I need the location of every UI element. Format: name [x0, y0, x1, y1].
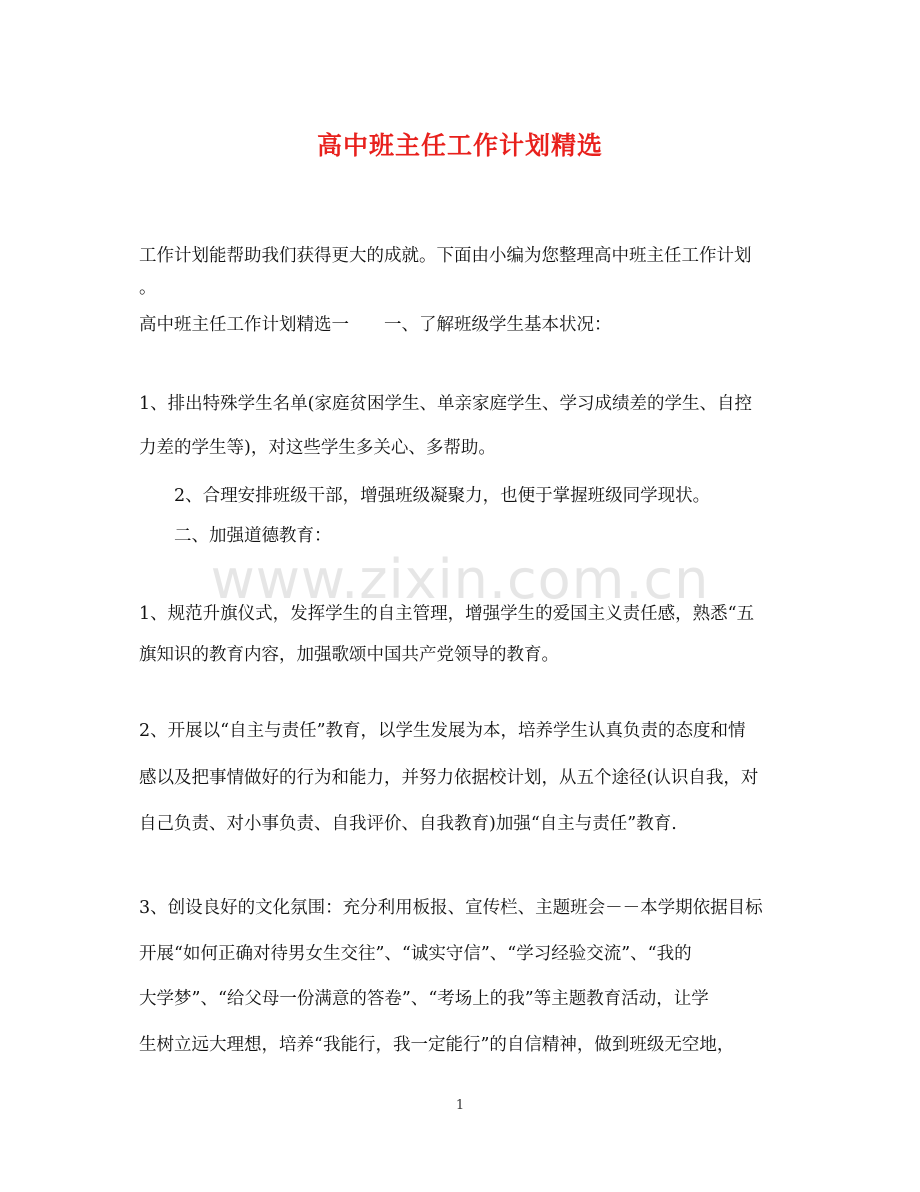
- watermark: www.zixin.com.cn: [210, 548, 710, 611]
- paragraph-line: 大学梦”、“给父母一份满意的答卷”、“考场上的我”等主题教育活动，让学: [139, 989, 709, 1009]
- paragraph-line: 生树立远大理想，培养“我能行，我一定能行”的自信精神，做到班级无空地，: [139, 1035, 735, 1055]
- paragraph-line: 旗知识的教育内容，加强歌颂中国共产党领导的教育。: [139, 645, 559, 665]
- page-title: 高中班主任工作计划精选: [316, 131, 603, 160]
- paragraph-line: 2、合理安排班级干部，增强班级凝聚力，也便于掌握班级同学现状。: [174, 486, 711, 506]
- paragraph-line: 开展“如何正确对待男女生交往”、“诚实守信”、“学习经验交流”、“我的: [139, 944, 692, 964]
- intro-line-end: 。: [139, 278, 157, 298]
- page-number: 1: [455, 1098, 465, 1113]
- section-heading: 二、加强道德教育：: [174, 526, 332, 546]
- section-heading: 高中班主任工作计划精选一 一、了解班级学生基本状况：: [139, 315, 612, 335]
- paragraph-line: 自己负责、对小事负责、自我评价、自我教育)加强“自主与责任”教育.: [139, 814, 677, 834]
- paragraph-line: 1、排出特殊学生名单(家庭贫困学生、单亲家庭学生、学习成绩差的学生、自控: [139, 394, 752, 414]
- paragraph-line: 2、开展以“自主与责任”教育，以学生发展为本，培养学生认真负责的态度和情: [139, 721, 746, 741]
- paragraph-line: 力差的学生等)，对这些学生多关心、多帮助。: [139, 438, 496, 458]
- paragraph-line: 感以及把事情做好的行为和能力，并努力依据校计划，从五个途径(认识自我，对: [139, 768, 759, 788]
- paragraph-line: 1、规范升旗仪式，发挥学生的自主管理，增强学生的爱国主义责任感，熟悉“五: [139, 604, 755, 624]
- intro-line: 工作计划能帮助我们获得更大的成就。下面由小编为您整理高中班主任工作计划: [139, 246, 752, 266]
- paragraph-line: 3、创设良好的文化氛围：充分利用板报、宣传栏、主题班会－－本学期依据目标: [139, 898, 763, 918]
